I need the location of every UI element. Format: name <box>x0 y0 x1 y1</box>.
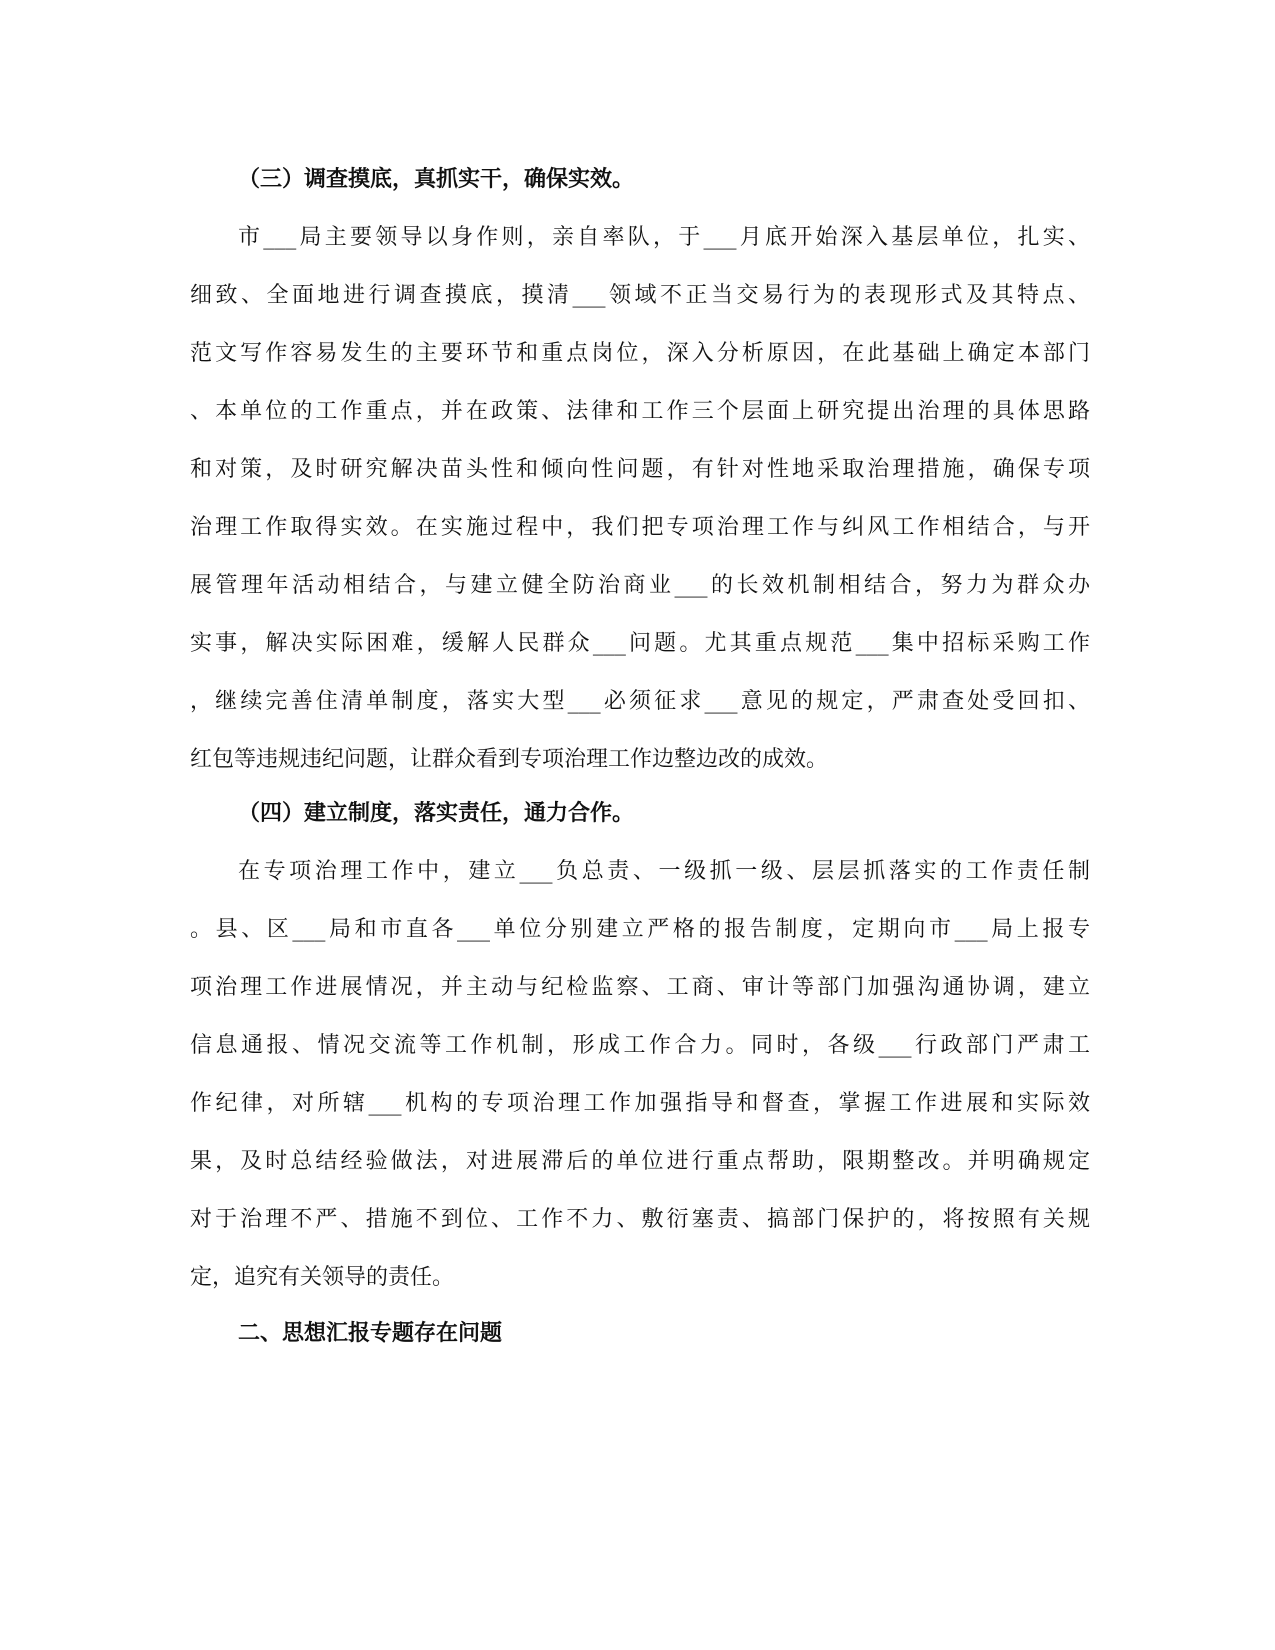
paragraph-line: 信息通报、情况交流等工作机制，形成工作合力。同时，各级___行政部门严肃工 <box>190 1033 1090 1058</box>
paragraph-line: 市___局主要领导以身作则，亲自率队，于___月底开始深入基层单位，扎实、 <box>238 225 1090 250</box>
paragraph-3 <box>190 223 1090 774</box>
paragraph-line: 细致、全面地进行调查摸底，摸清___领域不正当交易行为的表现形式及其特点、 <box>190 283 1090 308</box>
section-heading-3: （三）调查摸底，真抓实干，确保实效。 <box>238 167 635 192</box>
paragraph-line: 范文写作容易发生的主要环节和重点岗位，深入分析原因，在此基础上确定本部门 <box>190 341 1090 366</box>
section-heading-4: （四）建立制度，落实责任，通力合作。 <box>238 801 635 826</box>
paragraph-line: 作纪律，对所辖___机构的专项治理工作加强指导和督查，掌握工作进展和实际效 <box>190 1091 1090 1116</box>
paragraph-line: ，继续完善住清单制度，落实大型___必须征求___意见的规定，严肃查处受回扣、 <box>190 689 1090 714</box>
paragraph-line: 实事，解决实际困难，缓解人民群众___问题。尤其重点规范___集中招标采购工作 <box>190 631 1090 656</box>
section-heading-next: 二、思想汇报专题存在问题 <box>238 1321 503 1346</box>
paragraph-line: 红包等违规违纪问题，让群众看到专项治理工作边整边改的成效。 <box>190 747 829 772</box>
paragraph-line: 对于治理不严、措施不到位、工作不力、敷衍塞责、搞部门保护的，将按照有关规 <box>190 1207 1090 1232</box>
document-body <box>190 166 1090 1348</box>
paragraph-line: 和对策，及时研究解决苗头性和倾向性问题，有针对性地采取治理措施，确保专项 <box>190 457 1090 482</box>
paragraph-line: 在专项治理工作中，建立___负总责、一级抓一级、层层抓落实的工作责任制 <box>238 859 1090 884</box>
paragraph-line: 定，追究有关领导的责任。 <box>190 1265 455 1290</box>
paragraph-line: 。县、区___局和市直各___单位分别建立严格的报告制度，定期向市___局上报专 <box>190 917 1090 942</box>
paragraph-line: 治理工作取得实效。在实施过程中，我们把专项治理工作与纠风工作相结合，与开 <box>190 515 1090 540</box>
paragraph-4 <box>190 857 1090 1292</box>
paragraph-line: 展管理年活动相结合，与建立健全防治商业___的长效机制相结合，努力为群众办 <box>190 573 1090 598</box>
paragraph-line: 项治理工作进展情况，并主动与纪检监察、工商、审计等部门加强沟通协调，建立 <box>190 975 1090 1000</box>
paragraph-line: 果，及时总结经验做法，对进展滞后的单位进行重点帮助，限期整改。并明确规定 <box>190 1149 1090 1174</box>
paragraph-line: 、本单位的工作重点，并在政策、法律和工作三个层面上研究提出治理的具体思路 <box>190 399 1090 424</box>
